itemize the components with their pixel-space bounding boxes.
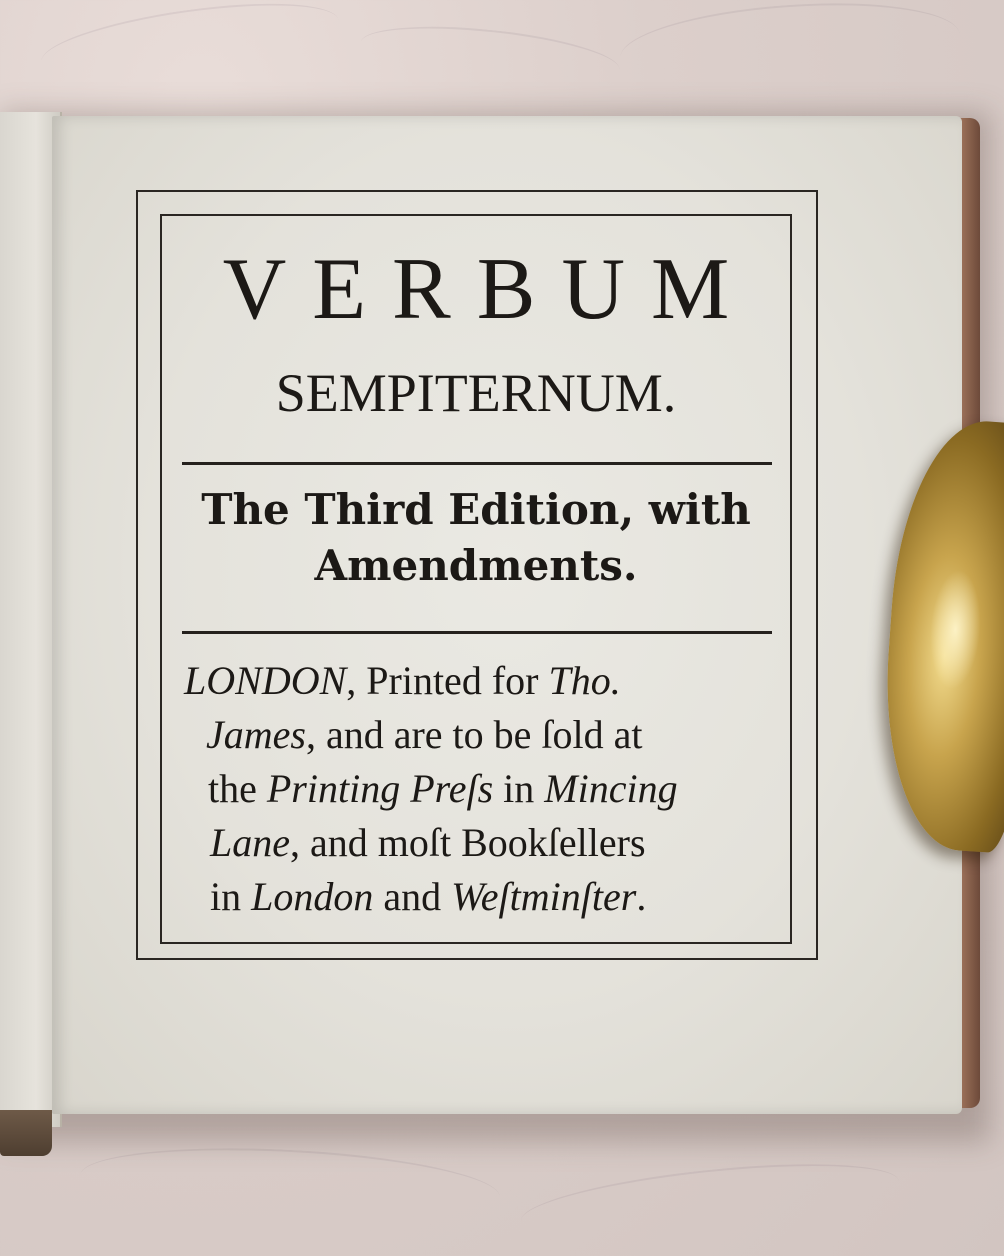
imprint-place: Printing Preſs (266, 766, 494, 811)
imprint-line (180, 708, 780, 762)
imprint-place: Weſtminſter (451, 874, 637, 919)
imprint-line (180, 654, 780, 708)
imprint-text: , and moſt Bookſellers (290, 820, 646, 865)
edition-line: The Third Edition, with (201, 485, 751, 534)
imprint-text: the (208, 766, 267, 811)
imprint-text: . (636, 874, 647, 919)
imprint-text: in (493, 766, 545, 811)
imprint-place: Mincing (544, 766, 678, 811)
imprint-line (180, 762, 780, 816)
imprint-text: in (210, 874, 252, 919)
imprint-place: Lane (210, 820, 290, 865)
edition-statement (170, 482, 782, 594)
imprint-text: , Printed for (346, 658, 549, 703)
imprint-place: London (251, 874, 374, 919)
surface-vein (518, 1150, 902, 1251)
imprint-line (180, 870, 780, 924)
surface-vein (37, 0, 343, 93)
imprint-printer: Tho. (548, 658, 621, 703)
surface-vein (618, 0, 963, 99)
imprint-text: and (373, 874, 452, 919)
divider-rule (182, 631, 772, 634)
imprint-line (180, 816, 780, 870)
imprint-city: LONDON (184, 658, 347, 703)
imprint (180, 654, 780, 924)
book-title: VERBUM (222, 241, 756, 338)
edition-line: Amendments. (314, 541, 638, 590)
clasp-highlight (926, 568, 984, 691)
book-subtitle: SEMPITERNUM. (275, 363, 677, 423)
book-binding (0, 1110, 52, 1156)
imprint-printer: James (206, 712, 306, 757)
imprint-text: , and are to be ſold at (305, 712, 643, 757)
surface-vein (358, 17, 622, 96)
surface-vein (78, 1139, 501, 1233)
divider-rule (182, 462, 772, 465)
